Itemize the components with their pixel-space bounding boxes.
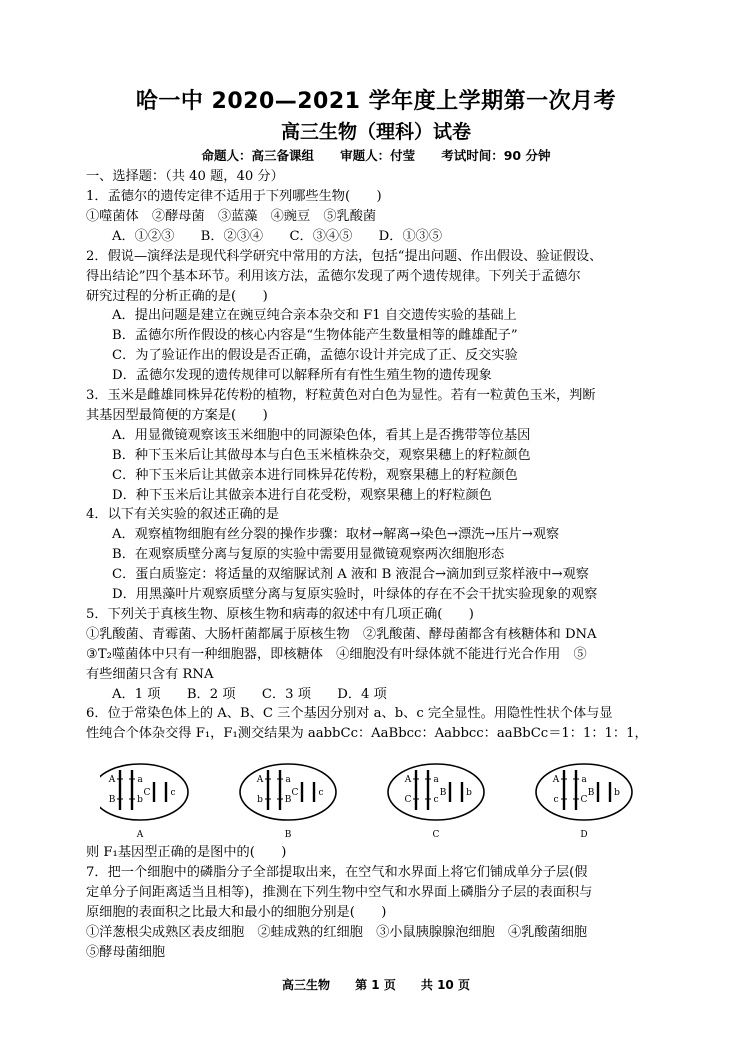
- answer-option: D．种下玉米后让其做亲本进行自花受粉，观察果穗上的籽粒颜色: [112, 487, 492, 503]
- answer-option: C．为了验证作出的假设是否正确，孟德尔设计并完成了正、反交实验: [112, 348, 518, 364]
- answer-option: B．种下玉米后让其做母本与白色玉米植株杂交，观察果穗上的籽粒颜色: [112, 447, 531, 463]
- question-text: 其基因型最简便的方案是( ): [86, 407, 268, 423]
- diagram-label: D: [580, 830, 588, 840]
- answer-option: D．孟德尔发现的遗传规律可以解释所有有性生殖生物的遗传现象: [112, 368, 492, 384]
- answer-option: C．蛋白质鉴定：将适量的双缩脲试剂 A 液和 B 液混合→滴加到豆浆样液中→观察: [112, 567, 589, 583]
- page-footer: 高三生物 第 1 页 共 10 页: [282, 978, 470, 992]
- diagram-label: C: [432, 830, 440, 840]
- question-text: 2．假说—演绎法是现代科学研究中常用的方法，包括“提出问题、作出假设、验证假设、: [86, 248, 603, 264]
- gene-label: C: [291, 788, 299, 798]
- gene-label: A: [108, 775, 116, 785]
- question-text: ①洋葱根尖成熟区表皮细胞 ②蛙成熟的红细胞 ③小鼠胰腺腺泡细胞 ④乳酸菌细胞: [86, 924, 588, 940]
- question-text: 1．孟德尔的遗传定律不适用于下列哪些生物( ): [86, 189, 382, 204]
- gene-label: a: [581, 775, 587, 785]
- gene-label: c: [433, 795, 439, 805]
- cell-diagram: [536, 764, 632, 840]
- diagram-label: A: [136, 830, 144, 840]
- question-text: 原细胞的表面积之比最大和最小的细胞分别是( ): [86, 904, 387, 920]
- gene-label: b: [466, 788, 472, 798]
- answer-option: B．孟德尔所作假设的核心内容是“生物体能产生数量相等的雌雄配子”: [112, 328, 518, 344]
- gene-label: A: [256, 775, 264, 785]
- question-text: 定单分子间距离适当且相等)，推测在下列生物中空气和水界面上磷脂分子层的表面积与: [86, 884, 593, 900]
- question-text: 则 F₁基因型正确的是图中的( ): [86, 845, 287, 860]
- gene-label: B: [108, 795, 116, 805]
- question-text: ①乳酸菌、青霉菌、大肠杆菌都属于原核生物 ②乳酸菌、酵母菌都含有核糖体和 DNA: [86, 626, 597, 642]
- question-text: 研究过程的分析正确的是( ): [86, 288, 268, 304]
- answer-option: B．在观察质壁分离与复原的实验中需要用显微镜观察两次细胞形态: [112, 547, 505, 563]
- question-text: 4．以下有关实验的叙述正确的是: [86, 507, 280, 523]
- answer-option: A．①②③ B．②③④ C．③④⑤ D．①③⑤: [112, 228, 443, 244]
- question-text: 7．把一个细胞中的磷脂分子全部提取出来，在空气和水界面上将它们铺成单分子层(假: [86, 864, 588, 880]
- answer-option: C．种下玉米后让其做亲本进行同株异花传粉，观察果穗上的籽粒颜色: [112, 467, 518, 483]
- cell-diagram: [388, 764, 484, 840]
- gene-label: A: [552, 775, 560, 785]
- question-text: ③T₂噬菌体中只有一种细胞器，即核糖体 ④细胞没有叶绿体就不能进行光合作用 ⑤: [86, 646, 587, 662]
- gene-label: a: [433, 775, 439, 785]
- question-text: ⑤酵母菌细胞: [86, 944, 166, 960]
- question-text: 有些细菌只含有 RNA: [86, 666, 214, 682]
- answer-option: A．观察植物细胞有丝分裂的操作步骤：取材→解离→染色→漂洗→压片→观察: [112, 527, 560, 543]
- gene-label: C: [580, 795, 588, 805]
- gene-label: B: [439, 788, 447, 798]
- question-text: 得出结论”四个基本环节。利用该方法，孟德尔发现了两个遗传规律。下列关于孟德尔: [86, 268, 581, 284]
- question-text: 3．玉米是雌雄同株异花传粉的植物，籽粒黄色对白色为显性。若有一粒黄色玉米，判断: [86, 388, 596, 403]
- question-text: 5．下列关于真核生物、原核生物和病毒的叙述中有几项正确( ): [86, 606, 474, 622]
- exam-meta: 命题人：高三备课组 审题人：付莹 考试时间：90 分钟: [201, 148, 551, 163]
- section-heading: 一、选择题：（共 40 题，40 分）: [86, 169, 284, 184]
- gene-label: b: [257, 795, 263, 805]
- gene-label: c: [318, 788, 324, 798]
- gene-label: c: [553, 795, 559, 805]
- answer-option: D．用黑藻叶片观察质壁分离与复原实验时，叶绿体的存在不会干扰实验现象的观察: [112, 587, 598, 602]
- gene-label: A: [404, 775, 412, 785]
- answer-option: A．1 项 B．2 项 C．3 项 D．4 项: [112, 686, 387, 702]
- gene-label: C: [404, 795, 412, 805]
- cell-diagram: [240, 764, 336, 840]
- gene-label: C: [143, 788, 151, 798]
- gene-label: c: [170, 788, 176, 798]
- answer-option: A．用显微镜观察该玉米细胞中的同源染色体，看其上是否携带等位基因: [112, 427, 531, 443]
- question-text: ①噬菌体 ②酵母菌 ③蓝藻 ④豌豆 ⑤乳酸菌: [86, 208, 377, 224]
- diagram-label: B: [284, 830, 292, 840]
- gene-label: B: [284, 795, 292, 805]
- gene-label: a: [285, 775, 291, 785]
- cell-diagram: [100, 764, 188, 840]
- exam-title: 哈一中 2020—2021 学年度上学期第一次月考: [135, 89, 617, 114]
- exam-subtitle: 高三生物（理科）试卷: [280, 121, 471, 143]
- gene-label: a: [137, 775, 143, 785]
- gene-label: b: [137, 795, 143, 805]
- answer-option: A．提出问题是建立在豌豆纯合亲本杂交和 F1 自交遗传实验的基础上: [112, 308, 517, 324]
- question-text: 性纯合个体杂交得 F₁，F₁测交结果为 aabbCc：AaBbcc：Aabbcc：aaBbCc＝1：1：1：1，: [86, 726, 648, 742]
- chromosome-diagram: [100, 758, 660, 840]
- gene-label: B: [587, 788, 595, 798]
- gene-label: b: [614, 788, 620, 798]
- question-text: 6．位于常染色体上的 A、B、C 三个基因分别对 a、b、c 完全显性。用隐性性状个体与显: [86, 706, 613, 722]
